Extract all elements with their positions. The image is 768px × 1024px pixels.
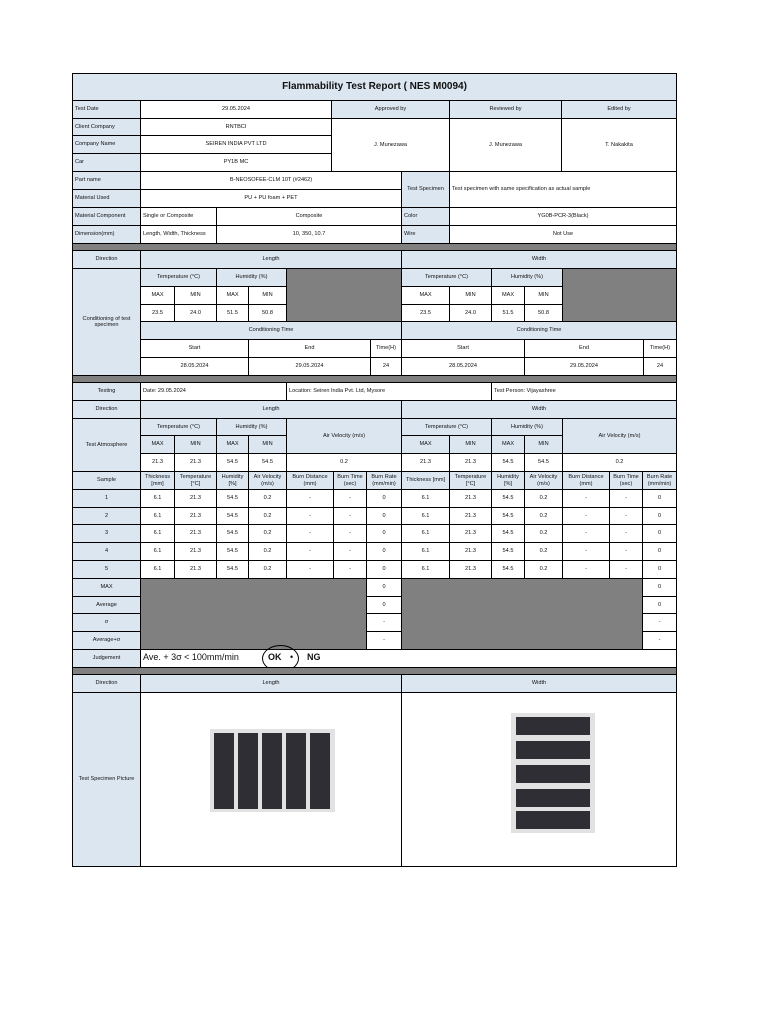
sample-value: - [562,507,610,525]
sample-value: - [562,524,610,543]
sample-value: 6.1 [140,542,175,561]
value-color: YG0B-PCR-3(Black) [449,207,677,226]
sample-value: - [562,560,610,579]
sample-value: - [333,489,367,508]
sample-value: 54.5 [491,542,525,561]
value-component-type: Single or Composite [140,207,217,226]
label-company-name: Company Name [72,135,141,154]
judgement-ng: NG [307,652,321,662]
value-hum-min: 54.5 [524,453,563,472]
header-temperature: Temperature (°C) [401,418,492,436]
header-humidity: Humidity (%) [491,268,563,287]
sample-value: 21.3 [174,542,217,561]
label-material-used: Material Used [72,189,141,208]
sample-value: 54.5 [216,524,249,543]
label-direction: Direction [72,674,141,693]
judgement-ok: OK [268,652,282,662]
sample-value: 0 [642,507,677,525]
stat-value: 0 [366,596,402,614]
stat-value: - [642,631,677,650]
sample-value: 21.3 [174,560,217,579]
header-max: MAX [216,286,249,305]
sample-value: 54.5 [216,489,249,508]
sample-id: 4 [72,542,141,561]
label-conditioning: Conditioning of test specimen [72,268,141,376]
value-hours: 24 [370,357,402,376]
header-hours: Time(H) [370,339,402,358]
sample-value: 0.2 [248,560,287,579]
sample-value: - [333,560,367,579]
header-max: MAX [401,286,450,305]
judgement-dot: • [290,652,294,662]
column-header: Burn Distance (mm) [562,471,610,490]
sample-value: - [609,542,643,561]
header-min: MIN [174,286,217,305]
sample-value: 54.5 [491,489,525,508]
header-min: MIN [524,286,563,305]
header-air-velocity: Air Velocity (m/s) [562,418,677,454]
stat-value: 0 [366,578,402,597]
header-min: MIN [449,286,492,305]
sample-value: 0.2 [248,489,287,508]
header-min: MIN [248,286,287,305]
specimen-strip [516,811,590,829]
value-dimension: 10, 350, 10.7 [216,225,402,244]
value-material-component: Composite [216,207,402,226]
label-test-specimen: Test Specimen [401,171,450,208]
value-test-date-2: Date: 29.05.2024 [140,382,287,401]
specimen-strip [516,717,590,735]
stat-label: Average [72,596,141,614]
shaded-cell [286,268,402,322]
sample-value: 21.3 [449,507,492,525]
sample-value: 54.5 [216,507,249,525]
sample-value: 6.1 [401,507,450,525]
value-start: 28.05.2024 [140,357,249,376]
header-start: Start [401,339,525,358]
header-max: MAX [491,286,525,305]
header-conditioning-time: Conditioning Time [140,321,402,340]
sample-value: - [333,542,367,561]
column-header: Thickness [mm] [140,471,175,490]
sample-value: - [333,524,367,543]
value-company-name: SEIREN INDIA PVT LTD [140,135,332,154]
sample-value: - [609,560,643,579]
value-temp-min: 21.3 [449,453,492,472]
judgement-criteria: Ave. + 3σ < 100mm/min [143,652,239,662]
sample-value: - [286,489,334,508]
header-temperature: Temperature (°C) [140,418,217,436]
sample-value: 21.3 [449,524,492,543]
header-min: MIN [174,435,217,454]
value-part-name: B-NEOSOFEE-CLM 10T (#2462) [140,171,402,190]
column-header: Temperature [°C] [174,471,217,490]
sample-value: 21.3 [449,560,492,579]
value-start: 28.05.2024 [401,357,525,376]
header-length: Length [140,250,402,269]
column-header: Burn Distance (mm) [286,471,334,490]
column-header: Humidity [%] [491,471,525,490]
sample-value: 21.3 [449,489,492,508]
sample-value: 0 [366,489,402,508]
value-temp-max: 21.3 [140,453,175,472]
sample-value: 6.1 [401,524,450,543]
sample-value: 6.1 [140,560,175,579]
value-hum-max: 51.5 [216,304,249,322]
label-testing: Testing [72,382,141,401]
value-approved-by: J. Munezawa [331,118,450,172]
shaded-cell [401,578,643,650]
header-temperature: Temperature (°C) [401,268,492,287]
value-test-specimen: Test specimen with same specification as actual sample [449,171,677,208]
value-temp-max: 21.3 [401,453,450,472]
sample-value: 0.2 [524,524,563,543]
value-hum-max: 51.5 [491,304,525,322]
sample-value: 6.1 [401,489,450,508]
sample-value: 21.3 [174,489,217,508]
value-air-velocity: 0.2 [562,453,677,472]
sample-id: 5 [72,560,141,579]
value-hours: 24 [643,357,677,376]
header-end: End [524,339,644,358]
sample-value: 54.5 [216,560,249,579]
stat-value: - [642,613,677,632]
shaded-cell [562,268,677,322]
specimen-strip [286,733,306,809]
sample-value: - [286,560,334,579]
header-max: MAX [140,286,175,305]
label-test-date: Test Date [72,100,141,119]
sample-value: 6.1 [140,507,175,525]
sample-value: 54.5 [491,560,525,579]
value-temp-min: 24.0 [174,304,217,322]
value-temp-min: 21.3 [174,453,217,472]
header-length: Length [140,400,402,419]
column-header: Burn Rate (mm/min) [366,471,402,490]
sample-id: 3 [72,524,141,543]
sample-id: 2 [72,507,141,525]
header-max: MAX [401,435,450,454]
sample-value: 0 [642,489,677,508]
stat-label: Average+σ [72,631,141,650]
header-width: Width [401,250,677,269]
value-reviewed-by: J. Munezawa [449,118,562,172]
value-wire: Not Use [449,225,677,244]
specimen-strip [516,765,590,783]
sample-id: 1 [72,489,141,508]
label-reviewed-by: Reviewed by [449,100,562,119]
value-temp-max: 23.5 [140,304,175,322]
header-end: End [248,339,371,358]
stat-value: 0 [642,596,677,614]
sample-value: 0 [366,542,402,561]
specimen-strip [214,733,234,809]
value-hum-min: 50.8 [524,304,563,322]
label-client-company: Client Company [72,118,141,136]
value-end: 29.05.2024 [248,357,371,376]
sample-value: 21.3 [174,507,217,525]
header-min: MIN [524,435,563,454]
label-direction: Direction [72,250,141,269]
header-humidity: Humidity (%) [491,418,563,436]
value-end: 29.05.2024 [524,357,644,376]
column-header: Thickness [mm] [401,471,450,490]
value-location: Location: Seiren India Pvt. Ltd, Mysore [286,382,492,401]
label-direction: Direction [72,400,141,419]
label-approved-by: Approved by [331,100,450,119]
sample-value: 54.5 [216,542,249,561]
specimen-strip [516,789,590,807]
value-test-person: Test Person: Vijayashree [491,382,677,401]
label-sample: Sample [72,471,141,490]
label-test-specimen-picture: Test Specimen Picture [72,692,141,867]
value-edited-by: T. Nakakita [561,118,677,172]
value-hum-min: 50.8 [248,304,287,322]
label-material-component: Material Component [72,207,141,226]
column-header: Humidity [%] [216,471,249,490]
header-min: MIN [449,435,492,454]
specimen-strip [516,741,590,759]
header-conditioning-time: Conditioning Time [401,321,677,340]
specimen-strip [238,733,258,809]
header-temperature: Temperature (°C) [140,268,217,287]
sample-value: 21.3 [174,524,217,543]
header-max: MAX [491,435,525,454]
value-hum-max: 54.5 [216,453,249,472]
sample-value: 0.2 [248,507,287,525]
header-max: MAX [216,435,249,454]
sample-value: 0.2 [248,542,287,561]
value-car: PY1B MC [140,153,332,172]
label-test-atmosphere: Test Atmosphere [72,418,141,472]
value-client-company: RNTBCI [140,118,332,136]
sample-value: - [562,542,610,561]
header-hours: Time(H) [643,339,677,358]
sample-value: 54.5 [491,507,525,525]
sample-value: - [609,524,643,543]
label-dimension: Dimension(mm) [72,225,141,244]
column-header: Air Velocity (m/s) [524,471,563,490]
page-title: Flammability Test Report ( NES M0094) [72,73,677,101]
sample-value: 6.1 [140,489,175,508]
header-width: Width [401,400,677,419]
header-start: Start [140,339,249,358]
column-header: Burn Time (sec) [333,471,367,490]
sample-value: 0.2 [524,489,563,508]
sample-value: 0.2 [524,560,563,579]
header-humidity: Humidity (%) [216,418,287,436]
column-header: Burn Rate (mm/min) [642,471,677,490]
sample-value: 0 [642,542,677,561]
sample-value: - [609,489,643,508]
value-test-date: 29.05.2024 [140,100,332,119]
label-color: Color [401,207,450,226]
sample-value: 0 [642,524,677,543]
sample-value: 6.1 [401,542,450,561]
sample-value: - [609,507,643,525]
header-air-velocity: Air Velocity (m/s) [286,418,402,454]
label-edited-by: Edited by [561,100,677,119]
stat-value: - [366,631,402,650]
sample-value: - [286,542,334,561]
sample-value: 0.2 [248,524,287,543]
stat-label: MAX [72,578,141,597]
value-temp-max: 23.5 [401,304,450,322]
sample-value: 0 [642,560,677,579]
label-judgement: Judgement [72,649,141,668]
header-length: Length [140,674,402,693]
label-car: Car [72,153,141,172]
header-humidity: Humidity (%) [216,268,287,287]
sample-value: 6.1 [140,524,175,543]
value-dimension-type: Length, Width, Thickness [140,225,217,244]
value-hum-min: 54.5 [248,453,287,472]
value-temp-min: 24.0 [449,304,492,322]
sample-value: 0 [366,524,402,543]
column-header: Temperature [°C] [449,471,492,490]
column-header: Burn Time (sec) [609,471,643,490]
shaded-cell [140,578,367,650]
stat-value: 0 [642,578,677,597]
header-min: MIN [248,435,287,454]
header-max: MAX [140,435,175,454]
sample-value: 0 [366,507,402,525]
sample-value: 6.1 [401,560,450,579]
sample-value: - [562,489,610,508]
sample-value: - [333,507,367,525]
sample-value: - [286,524,334,543]
header-width: Width [401,674,677,693]
value-air-velocity: 0.2 [286,453,402,472]
specimen-strip [310,733,330,809]
sample-value: 0.2 [524,542,563,561]
label-part-name: Part name [72,171,141,190]
sample-value: 0 [366,560,402,579]
value-material-used: PU + PU foam + PET [140,189,402,208]
stat-value: - [366,613,402,632]
sample-value: 54.5 [491,524,525,543]
sample-value: 0.2 [524,507,563,525]
column-header: Air Velocity (m/s) [248,471,287,490]
sample-value: 21.3 [449,542,492,561]
label-wire: Wire [401,225,450,244]
value-hum-max: 54.5 [491,453,525,472]
specimen-strip [262,733,282,809]
sample-value: - [286,507,334,525]
stat-label: σ [72,613,141,632]
